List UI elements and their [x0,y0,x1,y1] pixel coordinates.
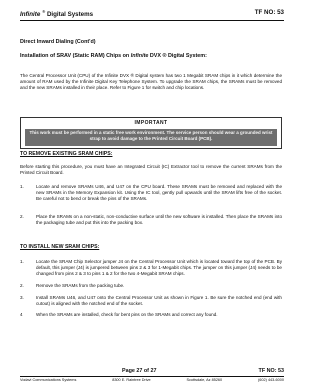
footer-city: Scottsdale, Az 85260 [186,378,223,382]
important-title: IMPORTANT [134,120,168,126]
header-doc-code: TF NO: 53 [254,9,284,16]
install-step-2 [20,283,282,291]
step-text: Locate the SRAM Chip Selector jumper J4 on the Central Processor Unit which is located toward the top of the PCB. By default, this jumper (J4) is jumpered between pins 2 & 3 for 1-Megabit chips. The jumper on this jumper (J4) needs to be changed from pins 2 & 3 to pins 1 & 2 for the two 4-Megabit SRAM chips. [36,259,282,277]
footer-address: 8300 E. Raintree Drive [112,378,151,382]
remove-section-title: TO REMOVE EXISTING SRAM CHIPS: [20,151,113,157]
footer-company: Vodavi Communications Systems [20,378,77,382]
page-number: Page 27 of 27 [122,368,157,374]
step-text: Place the SRAMs on a non-static, non-conductive surface until the new software is installed. Then place the SRAMs into the packaging tube and put this into the packing box. [36,214,282,226]
page-header [20,9,284,19]
install-section-title: TO INSTALL NEW SRAM CHIPS: [20,244,100,250]
step-text: Locate and remove SRAMs U46, and U47 on the CPU board. These SRAMs must be removed and replaced with the new SRAMs in the Memory Expansion kit. Using the IC tool, gently pull upwards until the SRAM lifts free of the socket. Be careful not to bend or break the pins of the SRAMs. [36,184,282,202]
page-footer [20,378,284,382]
header-title [20,9,95,19]
install-title-prefix: Installation of SRAV (Static RAM) Chips on [20,53,130,59]
footer-phone: (602) 443-6000 [258,378,284,382]
install-title-brand: Infinite [130,53,149,59]
install-step-4 [20,312,282,320]
header-rule [20,20,284,21]
intro-paragraph: The Central Processor Unit (CPU) of the Infinite DVX ® Digital system has two 1 Megabit SRAM chips in it which determine the amount of RAM used by the Infinite Digital Key Telephone System. To upgrade the SRAM chips, the SRAMs must be removed and the new SRAMs installed in their place. Refer to Figure 1 for switch and chip locations. [20,73,282,91]
remove-step-1 [20,184,282,210]
step-number: 2. [20,214,24,219]
header-brand: Infinite [20,11,41,19]
footer-doc-code: TF NO: 53 [258,368,284,374]
step-number: 3. [20,295,24,300]
footer-rule [20,376,284,377]
install-step-1 [20,259,282,279]
step-text: Install SRAMs U46, and U47 onto the Central Processor Unit as shown in Figure 1. Be sure the notched end (end with cutout) is aligned with the notched end of the socket. [36,295,282,307]
important-text: This work must be performed in a static free work environment. The service person should wear a grounded wrist strap to avoid damage to the Printed Circuit Board (PCB). [25,129,277,146]
install-title [20,53,207,59]
step-number: 1. [20,259,24,264]
step-number: 2. [20,283,24,288]
step-text: Remove the SRAMs from the packing tube. [36,283,125,288]
remove-section-intro: Before starting this procedure, you must have an Integrated Circuit (IC) Extractor tool to remove the current SRAMs from the Printed Circuit Board. [20,164,282,176]
remove-step-2 [20,214,282,228]
section-title: Direct Inward Dialing (Cont'd) [20,39,96,45]
header-product: Digital Systems [46,11,94,19]
install-step-3 [20,295,282,309]
install-title-suffix: DVX ® Digital System: [149,53,207,59]
step-text: When the SRAMs are installed, check for bent pins on the SRAMs and correct any found. [36,312,218,317]
step-number: 4 [20,312,23,317]
step-number: 1. [20,184,24,189]
header-registered-mark: ® [42,9,46,14]
important-notice [20,117,282,149]
